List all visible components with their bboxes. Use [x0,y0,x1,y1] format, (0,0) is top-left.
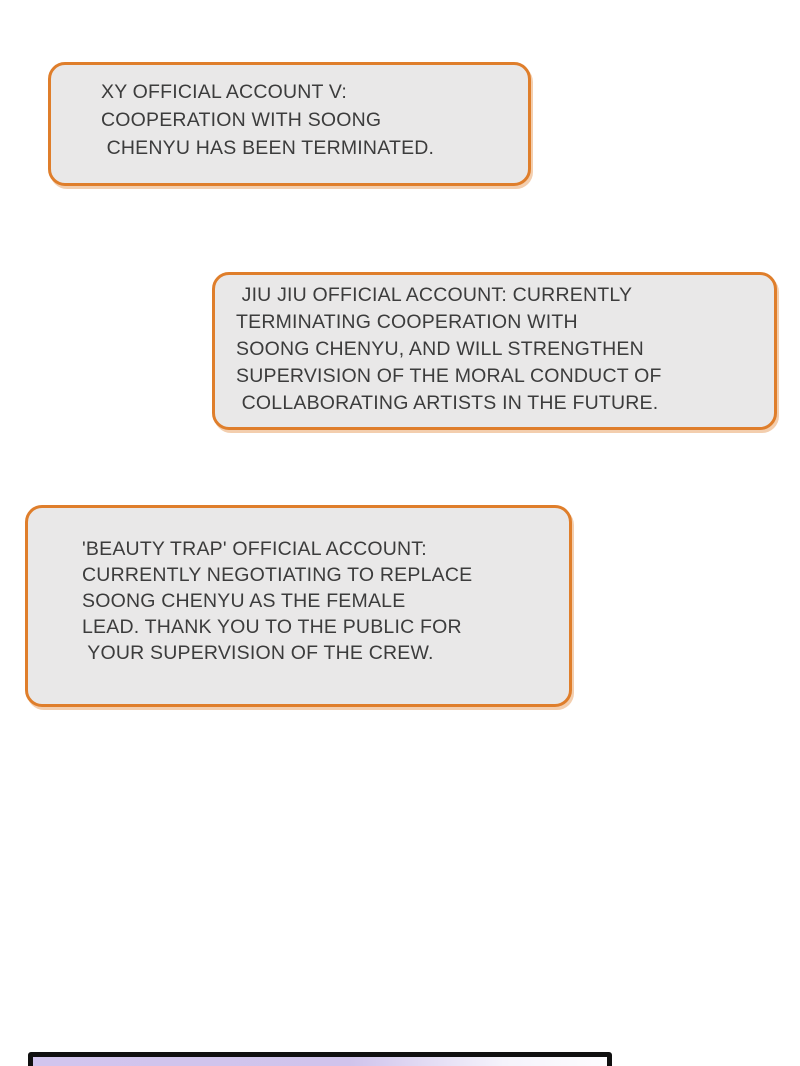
announcement-line: SUPERVISION OF THE MORAL CONDUCT OF [236,365,662,387]
announcement-line: CURRENTLY NEGOTIATING TO REPLACE [82,564,473,586]
announcement-line: COOPERATION WITH SOONG [101,109,382,131]
announcement-box-jiu-jiu-official [212,272,777,430]
announcement-line: LEAD. THANK YOU TO THE PUBLIC FOR [82,616,462,638]
announcement-line: CHENYU HAS BEEN TERMINATED. [101,137,435,159]
announcement-line: YOUR SUPERVISION OF THE CREW. [82,642,434,664]
announcement-line: SOONG CHENYU, AND WILL STRENGTHEN [236,338,644,360]
announcement-line: COLLABORATING ARTISTS IN THE FUTURE. [236,392,659,414]
announcement-line: SOONG CHENYU AS THE FEMALE [82,590,406,612]
announcement-line: JIU JIU OFFICIAL ACCOUNT: CURRENTLY [236,284,633,306]
announcement-line: TERMINATING COOPERATION WITH [236,311,578,333]
announcement-line: 'BEAUTY TRAP' OFFICIAL ACCOUNT: [82,538,427,560]
announcement-box-xy-official [48,62,531,186]
next-panel-banner-cutoff [28,1052,612,1066]
announcement-box-beauty-trap-official [25,505,572,707]
announcement-line: XY OFFICIAL ACCOUNT V: [101,81,348,103]
